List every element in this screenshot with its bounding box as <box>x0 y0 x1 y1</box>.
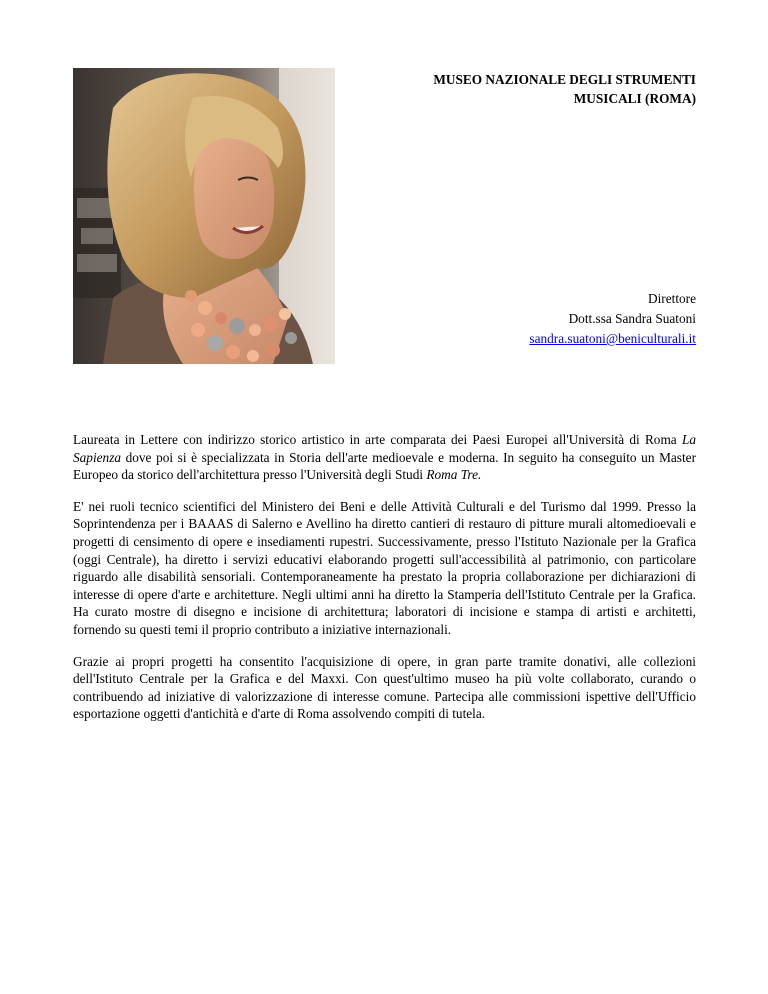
bio-paragraph-2: E' nei ruoli tecnico scientifici del Ministero dei Beni e delle Attività Culturali e del Turismo dal 1999. Presso la Soprintendenza per i BAAAS di Salerno e Avellino ha diretto cantieri di restauro di pitture murali altomedioevali e progetti di censimento di opere e insediamenti rupestri. Successivamente, presso l'Istituto Nazionale per la Grafica (oggi Centrale), ha diretto i servizi educativi elaborando progetti sull'accessibilità al patrimonio, con particolare riguardo alle disabilità sensoriali. Contemporaneamente ha prestato la propria collaborazione per dichiarazioni di interesse di opere d'arte e architetture. Negli ultimi anni ha diretto la Stamperia dell'Istituto Centrale per la Grafica. Ha curato mostre di disegno e incisione di architettura; laboratori di incisione e stampa di artisti e architetti, fornendo su questi temi il proprio contributo a iniziative internazionali. <box>73 498 696 637</box>
bio-p1-text-b: dove poi si è specializzata in Storia dell'arte medioevale e moderna. In seguito ha conseguito un Master Europeo da storico dell'architettura presso l'Università degli Studi <box>73 449 696 483</box>
director-email-link[interactable]: sandra.suatoni@beniculturali.it <box>529 331 696 346</box>
bio-p1-university-name-2: Roma Tre. <box>426 467 482 483</box>
bio-p1-university-name: La Sapienza <box>73 432 696 465</box>
museum-title-line2: MUSICALI (ROMA) <box>573 91 696 106</box>
director-block <box>366 289 696 349</box>
museum-title-line1: MUSEO NAZIONALE DEGLI STRUMENTI <box>433 72 696 87</box>
portrait-photo <box>73 68 335 364</box>
bio-paragraph-1 <box>73 431 696 484</box>
bio-p1-text-a: Laureata in Lettere con indirizzo storico artistico in arte comparata dei Paesi Europei all'Università di Roma <box>73 432 682 447</box>
director-name: Dott.ssa Sandra Suatoni <box>568 311 696 326</box>
director-role: Direttore <box>648 291 696 306</box>
bio-paragraph-3: Grazie ai propri progetti ha consentito l'acquisizione di opere, in gran parte tramite donativi, alle collezioni dell'Istituto Centrale per la Grafica e del Maxxi. Con quest'ultimo museo ha più volte collaborato, curando o contribuendo ad iniziative di valorizzazione di interesse comune. Partecipa alle commissioni ispettive dell'Ufficio esportazione oggetti d'antichità e d'arte di Roma assolvendo compiti di tutela. <box>73 653 696 722</box>
biography <box>73 431 696 737</box>
museum-title <box>366 70 696 108</box>
